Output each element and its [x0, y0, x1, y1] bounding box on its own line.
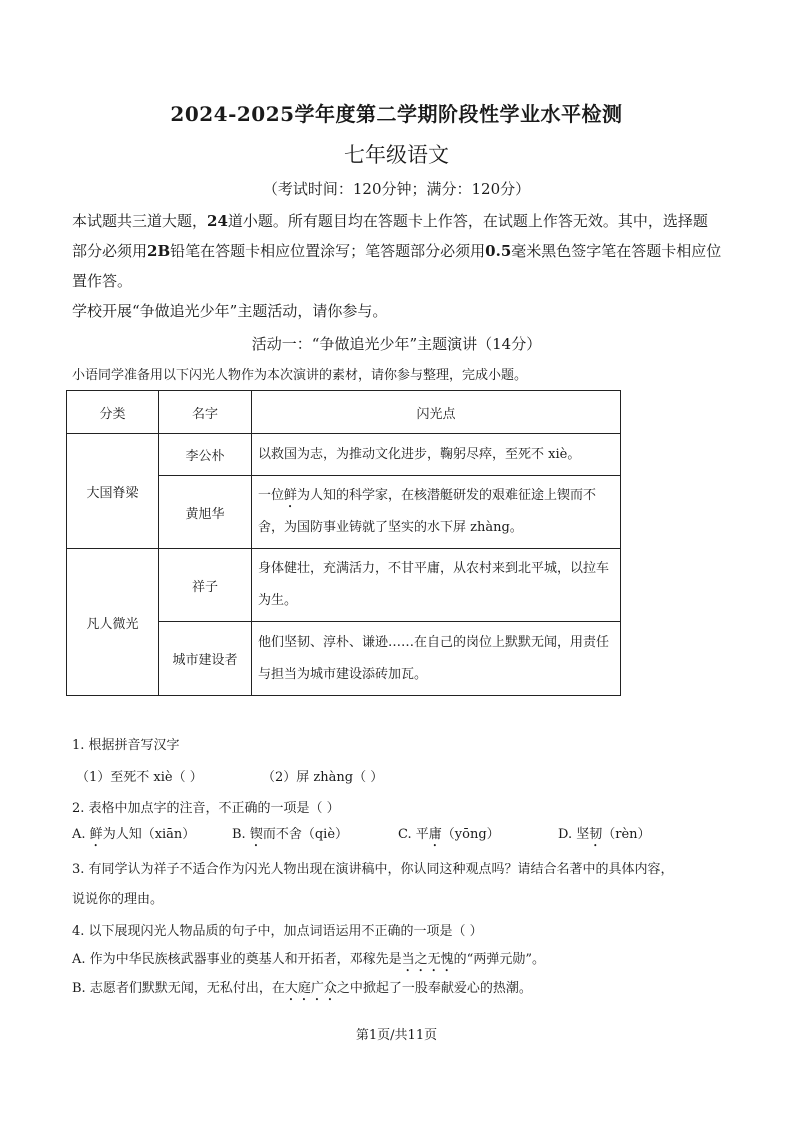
option-letter: D. — [558, 827, 573, 842]
question-3-line-1: 3. 有同学认为祥子不适合作为闪光人物出现在演讲稿中，你认同这种观点吗？请结合名著中的具体内容， — [72, 862, 674, 877]
school-activity-line: 学校开展“争做追光少年”主题活动，请你参与。 — [72, 302, 388, 320]
option-text: （rèn） — [602, 827, 651, 842]
dotted-char: 庸 — [428, 827, 442, 842]
name-cell: 祥子 — [159, 549, 252, 622]
exam-subtitle: 七年级语文 — [344, 143, 449, 167]
name-cell: 李公朴 — [159, 434, 252, 476]
highlight-text: 身体健壮，充满活力，不甘平庸，从农村来到北平城，以拉车为生。 — [258, 561, 610, 608]
question-3-line-2: 说说你的理由。 — [72, 892, 164, 907]
option-text: 坚 — [576, 827, 590, 842]
dotted-char: 锲 — [249, 827, 263, 842]
question-1-part-a: （1）至死不 xiè（ ） — [76, 770, 203, 785]
option-text: B. 志愿者们默默无闻，无私付出，在 — [72, 981, 285, 996]
highlight-text: 他们坚韧、淳朴、谦逊……在自己的岗位上默默无闻，用责任与担当为城市建设添砖加瓦。 — [258, 634, 610, 682]
exam-meta: （考试时间：120分钟；满分：120分） — [262, 180, 531, 198]
page-footer: 第1页/共11页 — [355, 1028, 438, 1043]
question-1-part-b: （2）屏 zhàng（ ） — [262, 770, 384, 785]
option-letter: B. — [232, 827, 246, 842]
question-4-stem: 4. 以下展现闪光人物品质的句子中，加点词语运用不正确的一项是（ ） — [72, 924, 483, 939]
question-2-option-a[interactable] — [72, 823, 195, 850]
question-2-option-d[interactable] — [558, 823, 651, 850]
highlight-text: 为人知的科学家，在核潜艇研发的艰难征途上锲而不舍，为国防事业铸就了坚实的水下屏 zhàng。 — [258, 488, 597, 535]
intro-text: 道小题。所有题目均在答题卡上作答，在试题上作答无效。其中，选择题部分必须用 — [72, 212, 708, 260]
intro-text: 铅笔在答题卡相应位置涂写；笔答题部分必须用 — [170, 242, 486, 260]
dotted-char: 韧 — [589, 827, 603, 842]
question-1-stem: 1. 根据拼音写汉字 — [72, 738, 180, 753]
exam-title: 2024-2025学年度第二学期阶段性学业水平检测 — [170, 102, 623, 126]
option-letter: A. — [72, 827, 86, 842]
exam-instructions — [72, 206, 722, 296]
question-4-option-b[interactable] — [72, 977, 532, 1004]
highlight-text: 一位 — [258, 488, 285, 503]
intro-text: 毫米黑色签字笔在答题卡相应位置作答。 — [72, 242, 722, 290]
table-row — [67, 434, 621, 476]
dotted-char: 鲜 — [284, 488, 298, 503]
name-cell: 城市建设者 — [159, 622, 252, 696]
table-intro: 小语同学准备用以下闪光人物作为本次演讲的素材，请你参与整理，完成小题。 — [72, 368, 528, 383]
header-highlight: 闪光点 — [252, 391, 621, 434]
option-text: （yōng） — [441, 827, 500, 842]
highlight-cell — [252, 549, 621, 622]
intro-pen: 0.5 — [485, 242, 512, 260]
header-name: 名字 — [159, 391, 252, 434]
option-text: 平 — [415, 827, 429, 842]
option-text: A. 作为中华民族核武器事业的奠基人和开拓者，邓稼先是 — [72, 952, 402, 967]
question-2-stem: 2. 表格中加点字的注音，不正确的一项是（ ） — [72, 801, 340, 816]
activity-title: 活动一：“争做追光少年”主题演讲（14分） — [251, 335, 542, 353]
category-cell: 凡人微光 — [67, 549, 159, 696]
option-text: 而不舍（qiè） — [262, 827, 349, 842]
name-cell: 黄旭华 — [159, 476, 252, 549]
option-letter: C. — [398, 827, 412, 842]
category-cell: 大国脊梁 — [67, 434, 159, 549]
question-2-option-c[interactable] — [398, 823, 500, 850]
question-4-option-a[interactable] — [72, 948, 545, 975]
material-table — [66, 390, 621, 696]
option-text: 为人知（xiān） — [102, 827, 196, 842]
dotted-phrase: 当之无愧 — [401, 952, 454, 967]
dotted-phrase: 大庭广众 — [284, 981, 337, 996]
highlight-cell — [252, 476, 621, 549]
dotted-char: 鲜 — [89, 827, 103, 842]
table-header-row — [67, 391, 621, 434]
table-row — [67, 549, 621, 622]
highlight-cell — [252, 434, 621, 476]
highlight-text: 以救国为志，为推动文化进步，鞠躬尽瘁，至死不 xiè。 — [258, 446, 581, 462]
question-2-option-b[interactable] — [232, 823, 348, 850]
intro-text: 本试题共三道大题， — [72, 212, 208, 230]
option-text: 之中掀起了一股奉献爱心的热潮。 — [336, 981, 532, 996]
highlight-cell — [252, 622, 621, 696]
intro-count: 24 — [207, 212, 228, 230]
intro-pencil: 2B — [147, 242, 171, 260]
header-category: 分类 — [67, 391, 159, 434]
option-text: 的“两弹元勋”。 — [453, 952, 545, 967]
